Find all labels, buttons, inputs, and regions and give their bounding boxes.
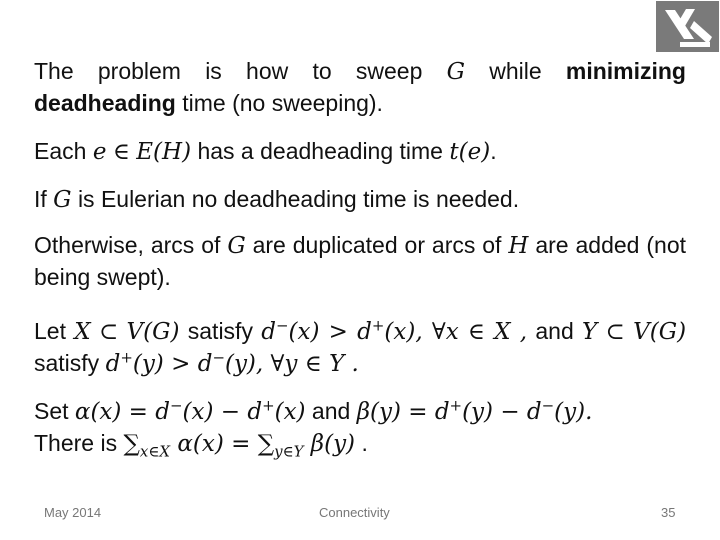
paragraph-otherwise — [34, 230, 686, 293]
text: There is — [34, 430, 118, 456]
text: If — [34, 186, 47, 212]
text: The problem is how to sweep — [34, 58, 423, 84]
math-VG: V(G) — [126, 319, 180, 345]
text: and — [535, 318, 574, 344]
math-e: e — [92, 139, 107, 165]
math-VG: V(G) — [633, 319, 687, 345]
footer-date: May 2014 — [44, 505, 102, 520]
text: Otherwise, arcs of — [34, 232, 221, 258]
footer-page-number: 35 — [661, 505, 676, 520]
math-Y: Y — [582, 319, 598, 345]
text: . — [361, 430, 368, 456]
bold-text: deadheading — [34, 90, 176, 116]
text: has a deadheading time — [197, 138, 443, 164]
text: time (no sweeping). — [182, 90, 383, 116]
text: and — [311, 398, 351, 424]
paragraph-let — [34, 316, 686, 380]
text: are duplicated or arcs of — [252, 232, 502, 258]
math-beta-def: β(y) = d+(y) − d−(y). — [356, 396, 593, 425]
math-inequality-x: d−(x) > d+(x) — [261, 316, 416, 345]
math-forall-x: , ∀x ∈ X , — [415, 319, 528, 345]
math-in: ∈ — [112, 139, 130, 165]
paragraph-set — [34, 396, 686, 460]
math-H: H — [508, 233, 529, 259]
text: Set — [34, 398, 69, 424]
math-subset: ⊂ — [605, 319, 625, 345]
text: is Eulerian no deadheading time is needed. — [77, 186, 520, 212]
text: satisfy — [34, 350, 100, 376]
math-te: t(e) — [449, 139, 491, 165]
paragraph-problem — [34, 56, 686, 119]
university-logo — [656, 1, 719, 52]
math-G: G — [446, 59, 465, 85]
logo-emblem-icon — [656, 1, 719, 52]
math-inequality-y: d+(y) > d−(y) — [105, 348, 256, 377]
math-X: X — [74, 319, 91, 345]
paragraph-each-edge — [34, 136, 686, 168]
text: Each — [34, 138, 87, 164]
paragraph-eulerian — [34, 184, 686, 216]
math-forall-y: , ∀y ∈ Y . — [255, 351, 359, 377]
math-EH: E(H) — [136, 139, 192, 165]
math-sum-equality: $\sum_{x\in X}$ $\alpha(x) = \sum_{y\in Y}$ β(y) — [123, 431, 356, 461]
bold-text: minimizing — [565, 58, 686, 84]
math-subset: ⊂ — [98, 319, 119, 345]
math-alpha-def: α(x) = d−(x) − d+(x) — [74, 396, 306, 425]
math-G: G — [227, 233, 246, 259]
text: are added (not being swept). — [34, 232, 687, 290]
text: Let — [34, 318, 66, 344]
footer-topic: Connectivity — [319, 505, 390, 520]
text: satisfy — [187, 318, 253, 344]
text: . — [490, 138, 497, 164]
text: while — [489, 58, 542, 84]
math-G: G — [53, 187, 72, 213]
